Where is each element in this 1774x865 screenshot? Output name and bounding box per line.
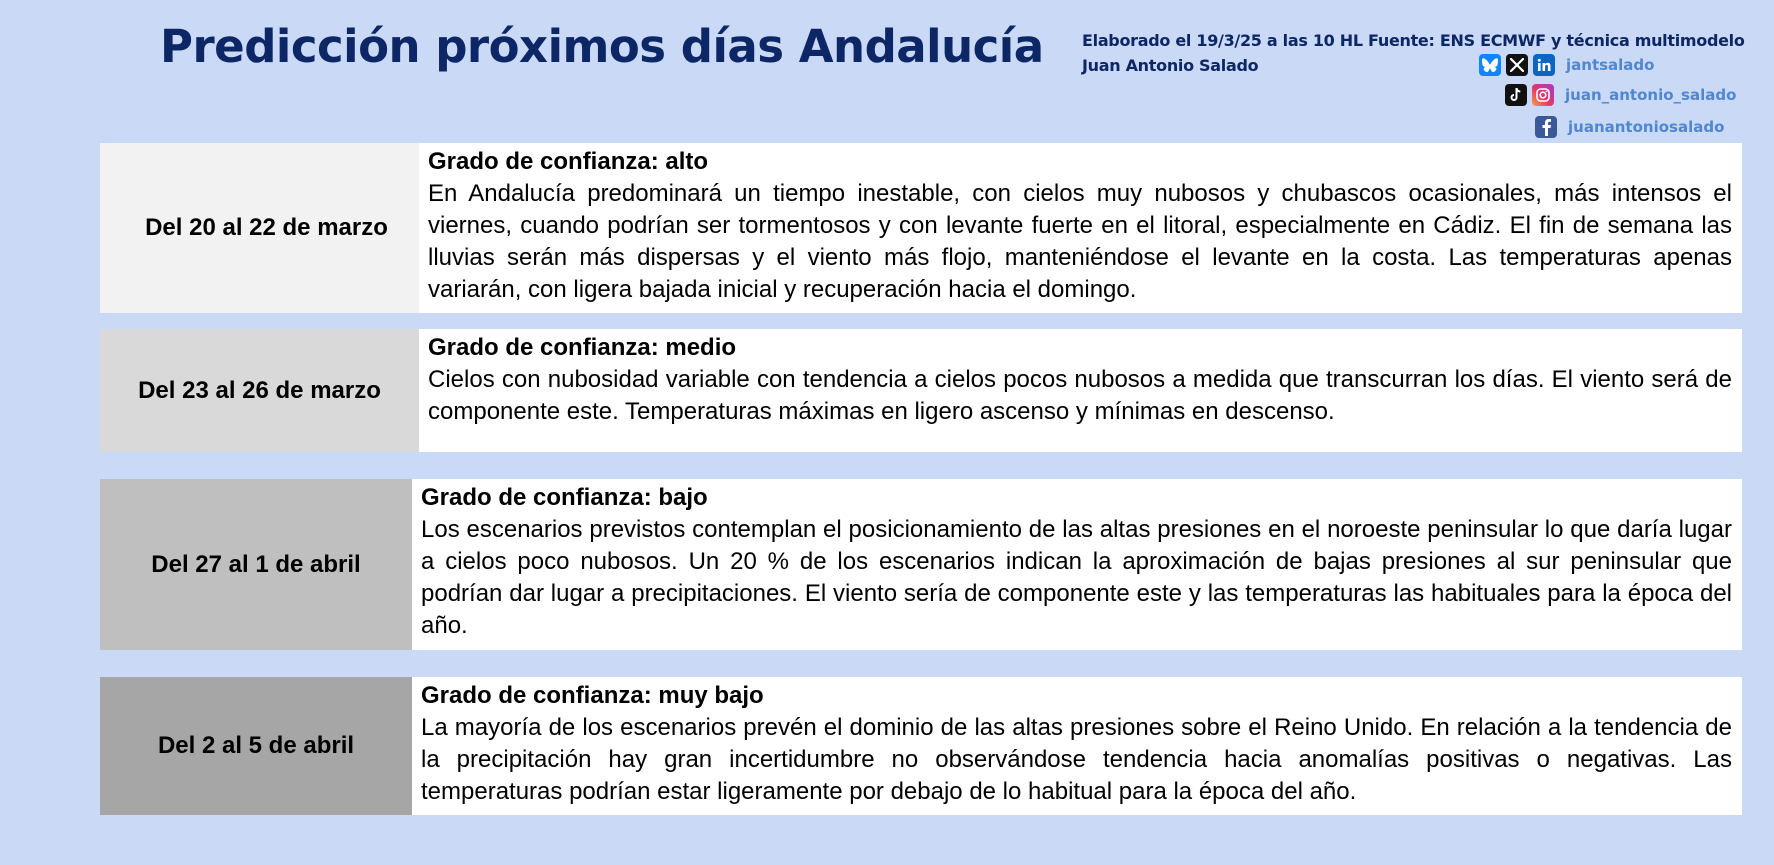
forecast-text: En Andalucía predominará un tiempo inestable, con cielos muy nubosos y chubascos ocasionales, más intensos el viernes, cuando podrían ser tormentosos y con levante fuerte en el litoral, especialmente en Cádiz. El fin de semana las lluvias serán más dispersas y el viento más flojo, manteniéndose el levante en la costa. Las temperaturas apenas variarán, con ligera bajada inicial y recuperación hacia el domingo. [428,180,1732,303]
page-title: Predicción próximos días Andalucía [160,20,1044,73]
forecast-content [419,143,1742,313]
forecast-content [412,479,1742,650]
forecast-row [100,479,1742,650]
confidence-level: Grado de confianza: medio [428,334,737,361]
facebook-icon[interactable] [1535,116,1557,138]
forecast-row [100,143,1742,313]
period-label: Del 20 al 22 de marzo [100,143,419,313]
social-row-juan-antonio-salado [1505,84,1736,106]
social-handle[interactable]: juan_antonio_salado [1565,86,1737,104]
forecast-content [412,677,1742,815]
social-handle[interactable]: juanantoniosalado [1568,118,1725,136]
confidence-level: Grado de confianza: alto [428,148,709,175]
forecast-row [100,677,1742,815]
forecast-text: Los escenarios previstos contemplan el posicionamiento de las altas presiones en el noroeste peninsular lo que daría lugar a cielos poco nubosos. Un 20 % de los escenarios indican la aproximación de bajas presiones al sur peninsular que podrían dar lugar a precipitaciones. El viento sería de componente este y las temperaturas las habituales para la época del año. [421,516,1732,639]
period-label: Del 2 al 5 de abril [100,677,412,815]
forecast-content [419,329,1742,452]
credit-author: Juan Antonio Salado [1082,56,1259,75]
confidence-level: Grado de confianza: muy bajo [421,682,764,709]
tiktok-icon[interactable] [1505,84,1527,106]
period-label: Del 23 al 26 de marzo [100,329,419,452]
forecast-text: Cielos con nubosidad variable con tendencia a cielos pocos nubosos a medida que transcurran los días. El viento será de componente este. Temperaturas máximas en ligero ascenso y mínimas en descenso. [428,366,1732,425]
forecast-row [100,329,1742,452]
forecast-text: La mayoría de los escenarios prevén el dominio de las altas presiones sobre el Reino Unido. En relación a la tendencia de la precipitación hay gran incertidumbre no observándose tendencia hacia anomalías positivas o negativas. Las temperaturas podrían estar ligeramente por debajo de lo habitual para la época del año. [421,714,1732,805]
social-handle[interactable]: jantsalado [1566,56,1655,74]
linkedin-icon[interactable] [1533,54,1555,76]
period-label: Del 27 al 1 de abril [100,479,412,650]
social-row-jantsalado [1479,54,1654,76]
confidence-level: Grado de confianza: bajo [421,484,708,511]
x-icon[interactable] [1506,54,1528,76]
instagram-icon[interactable] [1532,84,1554,106]
social-row-juanantoniosalado [1535,116,1724,138]
bluesky-icon[interactable] [1479,54,1501,76]
credit-source: Elaborado el 19/3/25 a las 10 HL Fuente: ENS ECMWF y técnica multimodelo [1082,31,1745,50]
